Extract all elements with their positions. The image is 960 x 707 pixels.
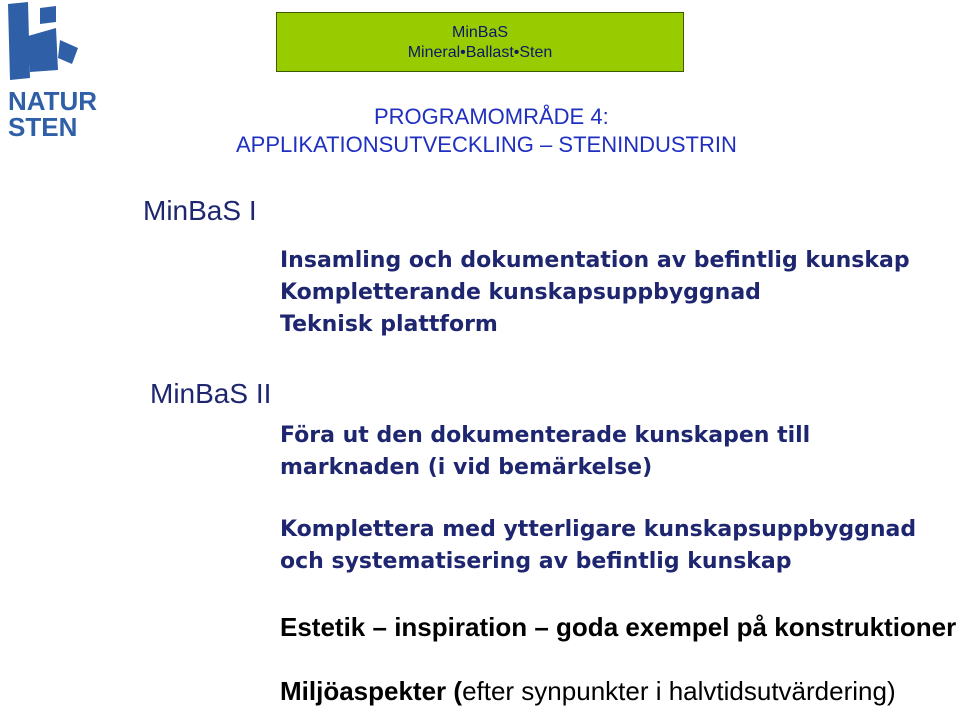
minbas1-item: Teknisk plattform — [280, 312, 498, 337]
minbas-banner — [276, 12, 684, 72]
estetik-line — [280, 612, 956, 643]
program-subtitle-part2: STENINDUSTRIN — [558, 132, 737, 157]
banner-subtitle: Mineral•Ballast•Sten — [407, 44, 553, 61]
program-title: PROGRAMOMRÅDE 4: — [374, 104, 609, 129]
estetik-part1: Estetik — [280, 612, 366, 642]
minbas2-item-2-line2: och systematisering av befintlig kunskap — [280, 549, 792, 574]
logo-text-sten: STEN — [8, 112, 78, 142]
miljo-line — [280, 676, 896, 707]
estetik-part3: goda exempel på konstruktioner — [556, 612, 957, 642]
estetik-part2: inspiration — [394, 612, 528, 642]
minbas1-item: Insamling och dokumentation av befintlig kunskap — [280, 248, 910, 273]
minbas2-label: MinBaS II — [150, 378, 272, 409]
program-subtitle-part1: APPLIKATIONSUTVECKLING — [236, 132, 534, 157]
minbas1-item: Kompletterande kunskapsuppbyggnad — [280, 280, 761, 305]
minbas2-item-1-line1: Föra ut den dokumenterade kunskapen till — [280, 423, 811, 448]
miljo-normal: efter synpunkter i halvtidsutvärdering) — [462, 676, 896, 706]
minbas1-label: MinBaS I — [143, 195, 257, 226]
program-subtitle — [236, 132, 737, 158]
estetik-dash2: – — [534, 612, 549, 642]
logo — [0, 0, 98, 142]
program-subtitle-dash: – — [540, 132, 553, 157]
naturstan-logo-icon — [0, 0, 90, 90]
logo-text-natur: NATUR — [8, 86, 98, 116]
estetik-dash1: – — [372, 612, 387, 642]
minbas2-item-2-line1: Komplettera med ytterligare kunskapsuppbyggnad — [280, 517, 917, 542]
banner-title: MinBaS — [451, 24, 509, 41]
minbas2-item-2 — [280, 514, 916, 578]
minbas2-item-1-line2: marknaden (i vid bemärkelse) — [280, 455, 653, 480]
miljo-bold: Miljöaspekter ( — [280, 676, 463, 706]
minbas1-list — [280, 245, 910, 341]
minbas2-item-1 — [280, 420, 810, 484]
